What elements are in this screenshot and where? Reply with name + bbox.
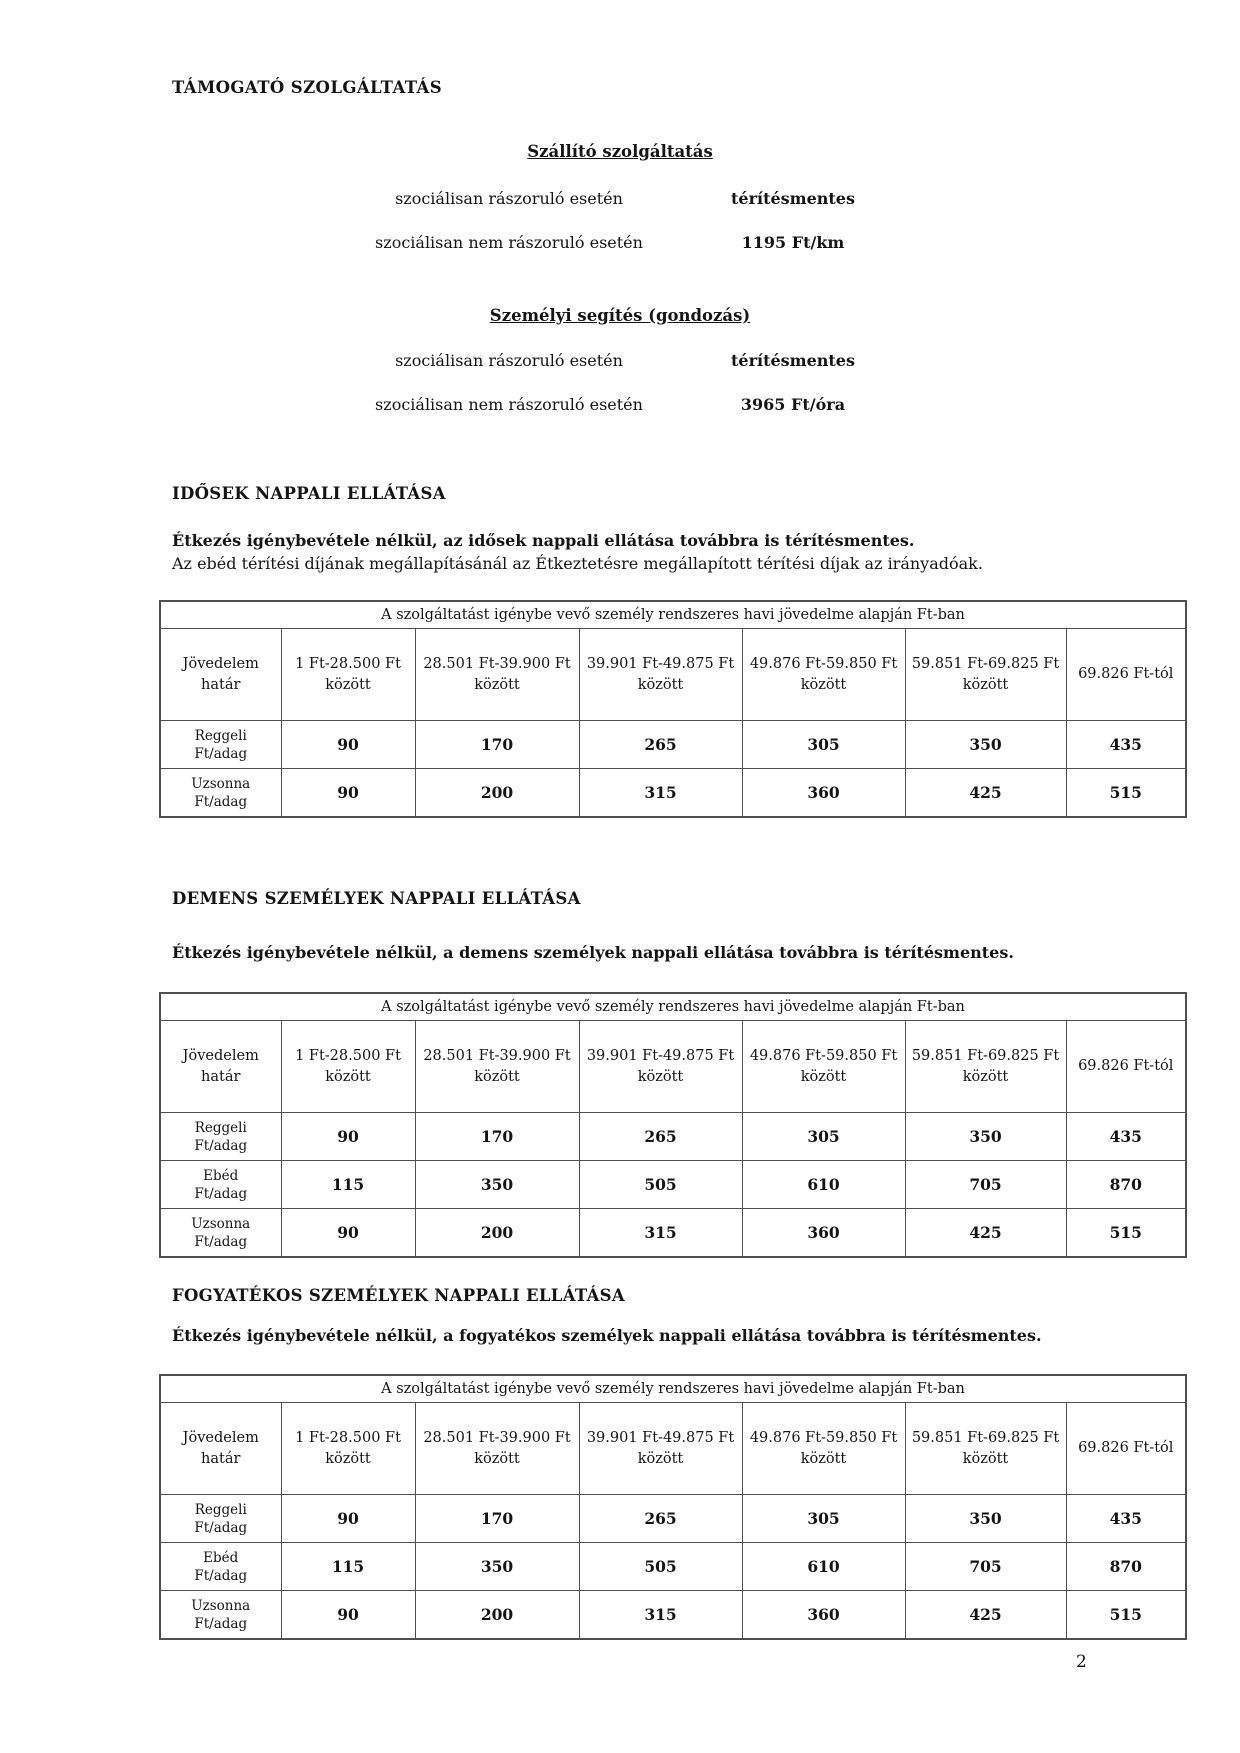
fee-value: 705	[905, 1161, 1066, 1209]
service-row	[300, 351, 1240, 371]
fee-value: 170	[415, 1113, 579, 1161]
fee-value: 265	[579, 1495, 742, 1543]
column-header-income-limit: Jövedelem határ	[160, 1021, 281, 1113]
row-header-meal	[160, 769, 281, 818]
column-header-income-range: 59.851 Ft-69.825 Ft között	[905, 1021, 1066, 1113]
row-header-meal	[160, 1591, 281, 1640]
meal-unit: Ft/adag	[194, 1137, 248, 1154]
meal-name: Reggeli	[194, 1501, 247, 1518]
section-lead-note: Az ebéd térítési díjának megállapításánál az Étkeztetésre megállapított térítési díjak az irányadóak.	[172, 554, 983, 573]
fee-value: 705	[905, 1543, 1066, 1591]
service-row-label: szociálisan rászoruló esetén	[395, 351, 623, 370]
column-header-income-limit: Jövedelem határ	[160, 629, 281, 721]
table-row	[160, 1591, 1186, 1640]
service-row-value: térítésmentes	[731, 189, 855, 208]
fee-value: 435	[1066, 1113, 1186, 1161]
table-row	[160, 1495, 1186, 1543]
fee-value: 90	[281, 1495, 415, 1543]
meal-unit: Ft/adag	[194, 1519, 248, 1536]
fee-value: 115	[281, 1161, 415, 1209]
fee-value: 435	[1066, 1495, 1186, 1543]
fee-value: 350	[905, 721, 1066, 769]
fee-value: 200	[415, 1209, 579, 1258]
column-header-income-limit: Jövedelem határ	[160, 1403, 281, 1495]
meal-unit: Ft/adag	[194, 1567, 248, 1584]
fee-value: 90	[281, 1113, 415, 1161]
fee-value: 90	[281, 721, 415, 769]
fee-value: 515	[1066, 1591, 1186, 1640]
fee-value: 170	[415, 1495, 579, 1543]
column-header-income-range: 49.876 Ft-59.850 Ft között	[742, 629, 905, 721]
fee-value: 425	[905, 1209, 1066, 1258]
fee-value: 315	[579, 1591, 742, 1640]
column-header-income-range: 1 Ft-28.500 Ft között	[281, 1021, 415, 1113]
service-row-label: szociálisan rászoruló esetén	[395, 189, 623, 208]
table-row	[160, 1113, 1186, 1161]
service-row-value: térítésmentes	[731, 351, 855, 370]
fee-table-idosek	[159, 600, 1187, 818]
column-header-income-range: 28.501 Ft-39.900 Ft között	[415, 629, 579, 721]
meal-unit: Ft/adag	[194, 793, 248, 810]
column-header-income-range: 69.826 Ft-tól	[1066, 629, 1186, 721]
section-lead-bold: Étkezés igénybevétele nélkül, a fogyatékos személyek nappali ellátása továbbra is térítésmentes.	[172, 1326, 1042, 1345]
column-header-income-range: 59.851 Ft-69.825 Ft között	[905, 1403, 1066, 1495]
fee-value: 515	[1066, 769, 1186, 818]
service-row	[300, 233, 1240, 253]
column-header-income-range: 69.826 Ft-tól	[1066, 1403, 1186, 1495]
fee-value: 315	[579, 1209, 742, 1258]
fee-table-demens	[159, 992, 1187, 1258]
fee-value: 360	[742, 769, 905, 818]
table-row	[160, 1543, 1186, 1591]
fee-value: 870	[1066, 1161, 1186, 1209]
meal-name: Uzsonna	[191, 775, 251, 792]
table-caption: A szolgáltatást igénybe vevő személy rendszeres havi jövedelme alapján Ft-ban	[160, 1375, 1186, 1403]
meal-name: Ebéd	[203, 1549, 239, 1566]
row-header-meal	[160, 721, 281, 769]
service-row-value: 1195 Ft/km	[741, 233, 845, 252]
fee-value: 870	[1066, 1543, 1186, 1591]
column-header-income-range: 1 Ft-28.500 Ft között	[281, 629, 415, 721]
column-header-income-range: 49.876 Ft-59.850 Ft között	[742, 1403, 905, 1495]
column-header-income-range: 39.901 Ft-49.875 Ft között	[579, 1403, 742, 1495]
section-heading-idosek: IDŐSEK NAPPALI ELLÁTÁSA	[172, 484, 446, 503]
meal-name: Uzsonna	[191, 1597, 251, 1614]
column-header-income-range: 28.501 Ft-39.900 Ft között	[415, 1021, 579, 1113]
service-row	[300, 395, 1240, 415]
service-row-value: 3965 Ft/óra	[740, 395, 846, 414]
table-row	[160, 769, 1186, 818]
fee-value: 90	[281, 769, 415, 818]
table-caption: A szolgáltatást igénybe vevő személy rendszeres havi jövedelme alapján Ft-ban	[160, 993, 1186, 1021]
page-title: TÁMOGATÓ SZOLGÁLTATÁS	[172, 78, 443, 97]
section-heading-demens: DEMENS SZEMÉLYEK NAPPALI ELLÁTÁSA	[172, 889, 581, 908]
column-header-income-range: 39.901 Ft-49.875 Ft között	[579, 629, 742, 721]
fee-value: 200	[415, 769, 579, 818]
fee-value: 515	[1066, 1209, 1186, 1258]
column-header-income-range: 28.501 Ft-39.900 Ft között	[415, 1403, 579, 1495]
fee-value: 305	[742, 1113, 905, 1161]
fee-value: 200	[415, 1591, 579, 1640]
fee-value: 505	[579, 1161, 742, 1209]
fee-value: 435	[1066, 721, 1186, 769]
row-header-meal	[160, 1113, 281, 1161]
meal-unit: Ft/adag	[194, 745, 248, 762]
meal-name: Reggeli	[194, 1119, 247, 1136]
fee-value: 350	[415, 1543, 579, 1591]
fee-value: 425	[905, 769, 1066, 818]
meal-unit: Ft/adag	[194, 1185, 248, 1202]
meal-name: Reggeli	[194, 727, 247, 744]
fee-value: 265	[579, 721, 742, 769]
service-row-label: szociálisan nem rászoruló esetén	[375, 395, 643, 414]
fee-table-fogyatekos	[159, 1374, 1187, 1640]
fee-value: 610	[742, 1161, 905, 1209]
row-header-meal	[160, 1209, 281, 1258]
service-heading-szemelyi-segites: Személyi segítés (gondozás)	[489, 306, 751, 325]
fee-value: 90	[281, 1209, 415, 1258]
meal-name: Uzsonna	[191, 1215, 251, 1232]
fee-value: 360	[742, 1591, 905, 1640]
service-row	[300, 189, 1240, 209]
column-header-income-range: 1 Ft-28.500 Ft között	[281, 1403, 415, 1495]
row-header-meal	[160, 1495, 281, 1543]
fee-value: 425	[905, 1591, 1066, 1640]
section-lead-bold: Étkezés igénybevétele nélkül, az idősek nappali ellátása továbbra is térítésmentes.	[172, 531, 915, 550]
row-header-meal	[160, 1543, 281, 1591]
fee-value: 350	[905, 1495, 1066, 1543]
meal-unit: Ft/adag	[194, 1615, 248, 1632]
fee-value: 505	[579, 1543, 742, 1591]
table-row	[160, 721, 1186, 769]
fee-value: 350	[415, 1161, 579, 1209]
fee-value: 305	[742, 1495, 905, 1543]
fee-value: 265	[579, 1113, 742, 1161]
row-header-meal	[160, 1161, 281, 1209]
service-row-label: szociálisan nem rászoruló esetén	[375, 233, 643, 252]
fee-value: 305	[742, 721, 905, 769]
column-header-income-range: 39.901 Ft-49.875 Ft között	[579, 1021, 742, 1113]
table-caption: A szolgáltatást igénybe vevő személy rendszeres havi jövedelme alapján Ft-ban	[160, 601, 1186, 629]
page-number: 2	[1076, 1652, 1087, 1672]
section-heading-fogyatekos: FOGYATÉKOS SZEMÉLYEK NAPPALI ELLÁTÁSA	[172, 1286, 625, 1305]
column-header-income-range: 69.826 Ft-tól	[1066, 1021, 1186, 1113]
fee-value: 115	[281, 1543, 415, 1591]
section-lead-bold: Étkezés igénybevétele nélkül, a demens személyek nappali ellátása továbbra is térítésmentes.	[172, 943, 1014, 962]
table-row	[160, 1209, 1186, 1258]
fee-value: 90	[281, 1591, 415, 1640]
fee-value: 610	[742, 1543, 905, 1591]
meal-name: Ebéd	[203, 1167, 239, 1184]
fee-value: 170	[415, 721, 579, 769]
column-header-income-range: 49.876 Ft-59.850 Ft között	[742, 1021, 905, 1113]
meal-unit: Ft/adag	[194, 1233, 248, 1250]
fee-value: 360	[742, 1209, 905, 1258]
column-header-income-range: 59.851 Ft-69.825 Ft között	[905, 629, 1066, 721]
table-row	[160, 1161, 1186, 1209]
service-heading-szallito: Szállító szolgáltatás	[527, 142, 713, 161]
fee-value: 315	[579, 769, 742, 818]
fee-value: 350	[905, 1113, 1066, 1161]
